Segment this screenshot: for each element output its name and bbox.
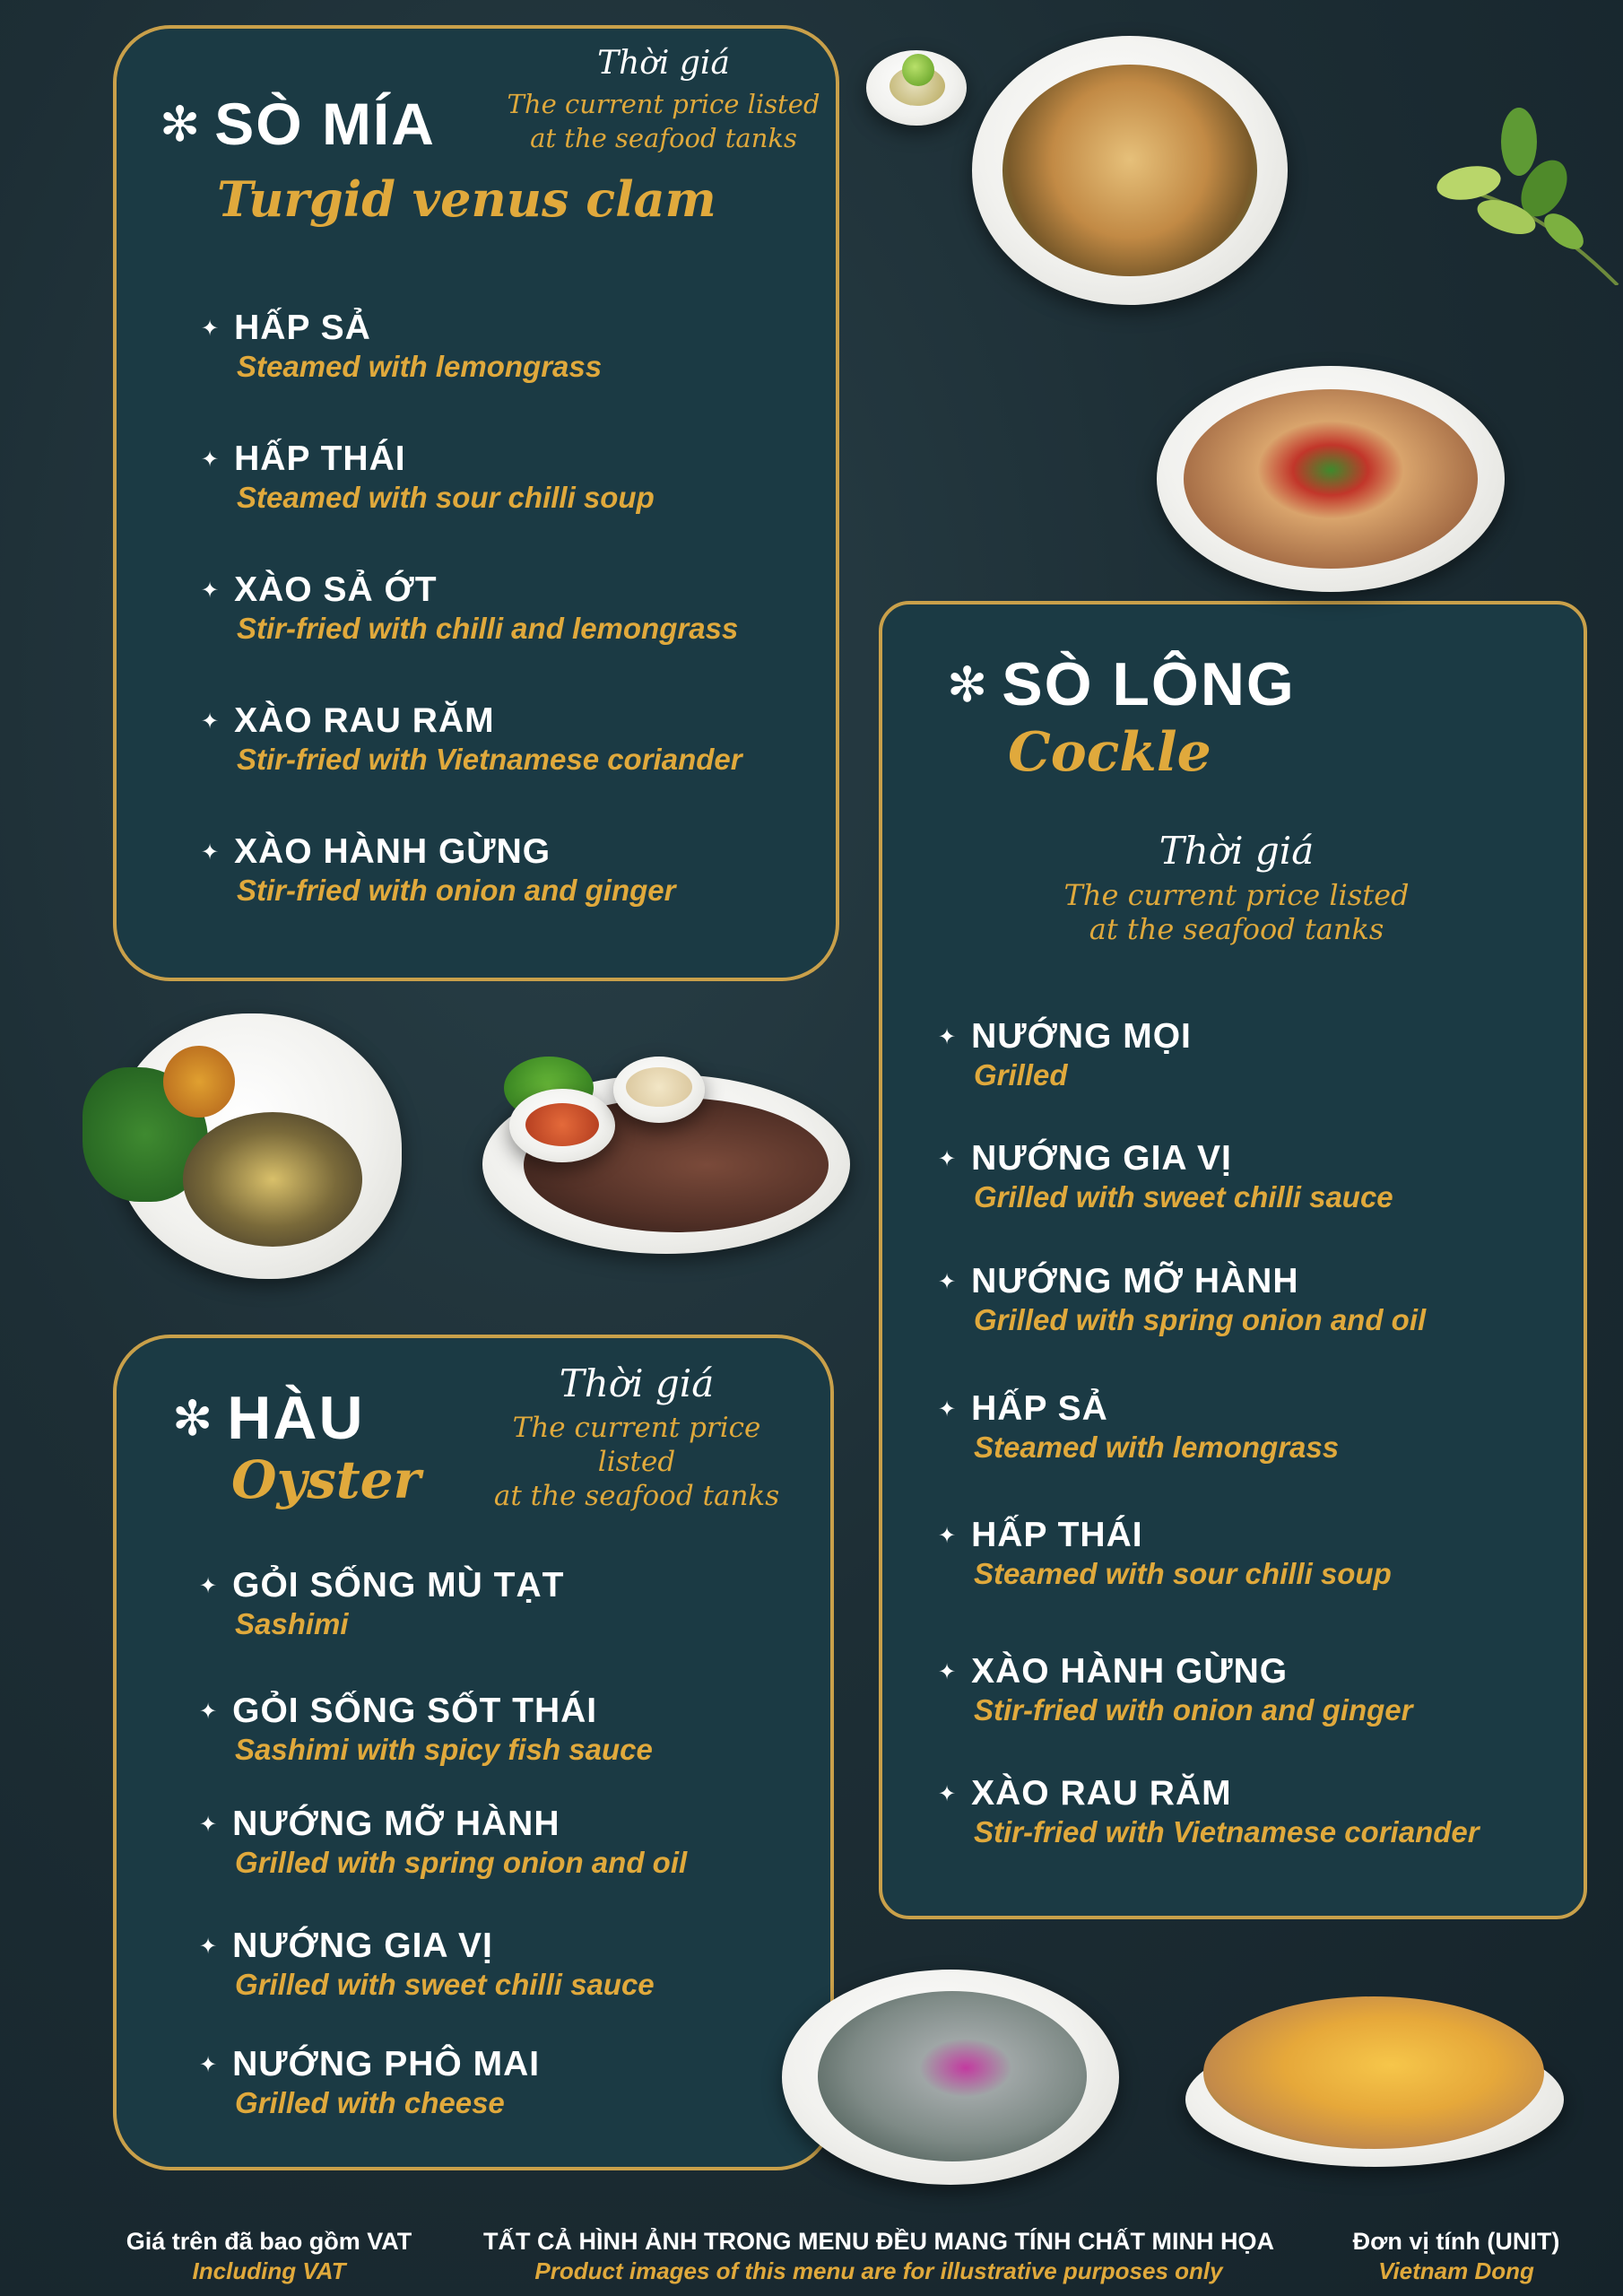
clam-platter-photo bbox=[1157, 366, 1505, 596]
item-translation: Steamed with lemongrass bbox=[237, 350, 603, 383]
sparkle-icon: ✦ bbox=[938, 1781, 958, 1806]
footer-images-vi: TẤT CẢ HÌNH ẢNH TRONG MENU ĐỀU MANG TÍNH CHẤT MINH HỌA bbox=[483, 2228, 1274, 2255]
sparkle-icon: ✦ bbox=[938, 1269, 958, 1294]
item-translation: Stir-fried with chilli and lemongrass bbox=[237, 612, 739, 645]
price-note bbox=[475, 1361, 798, 1513]
section-title-row bbox=[160, 90, 436, 158]
item-translation: Steamed with sour chilli soup bbox=[237, 481, 655, 514]
item-translation: Stir-fried with Vietnamese coriander bbox=[974, 1815, 1480, 1848]
asterisk-icon: ✻ bbox=[947, 656, 988, 713]
item-translation: Grilled with spring onion and oil bbox=[235, 1846, 688, 1879]
sparkle-icon: ✦ bbox=[938, 1396, 958, 1422]
section-so-long bbox=[879, 601, 1587, 1919]
sparkle-icon: ✦ bbox=[199, 1699, 219, 1724]
sparkle-icon: ✦ bbox=[201, 709, 221, 734]
item-name: NƯỚNG GIA VỊ bbox=[971, 1139, 1232, 1178]
sparkle-icon: ✦ bbox=[201, 578, 221, 603]
clam-dish-photo bbox=[972, 27, 1288, 310]
item-name: NƯỚNG MỌI bbox=[971, 1017, 1192, 1056]
section-title-row bbox=[947, 649, 1296, 719]
blood-cockle-photo bbox=[482, 1057, 850, 1256]
sparkle-icon: ✦ bbox=[938, 1024, 958, 1049]
section-subtitle: Turgid venus clam bbox=[217, 170, 716, 228]
menu-item bbox=[938, 1389, 1339, 1465]
menu-item bbox=[938, 1652, 1412, 1727]
item-translation: Stir-fried with Vietnamese coriander bbox=[237, 743, 742, 776]
menu-item bbox=[201, 309, 602, 384]
item-translation: Grilled with cheese bbox=[235, 2086, 505, 2119]
item-translation: Stir-fried with onion and ginger bbox=[237, 874, 676, 907]
footer-images-note bbox=[466, 2228, 1291, 2285]
menu-item bbox=[201, 701, 742, 777]
price-note-line: at the seafood tanks bbox=[493, 1480, 780, 1512]
footer-vat-en: Including VAT bbox=[192, 2257, 346, 2284]
item-translation: Grilled with sweet chilli sauce bbox=[974, 1180, 1393, 1213]
item-translation: Grilled with sweet chilli sauce bbox=[235, 1968, 655, 2001]
menu-item bbox=[938, 1262, 1426, 1337]
item-name: XÀO HÀNH GỪNG bbox=[234, 832, 551, 871]
menu-item bbox=[201, 439, 655, 515]
section-title: HÀU bbox=[227, 1384, 365, 1452]
item-translation: Grilled with spring onion and oil bbox=[974, 1303, 1427, 1336]
price-note-title: Thời giá bbox=[559, 1361, 715, 1405]
item-name: GỎI SỐNG MÙ TẠT bbox=[232, 1566, 565, 1605]
item-translation: Steamed with lemongrass bbox=[974, 1431, 1340, 1464]
footer-unit-en: Vietnam Dong bbox=[1378, 2257, 1534, 2284]
menu-item bbox=[199, 2045, 540, 2120]
sauce-dish-photo bbox=[866, 50, 967, 126]
footer-unit-vi: Đơn vị tính (UNIT) bbox=[1352, 2228, 1560, 2255]
sparkle-icon: ✦ bbox=[199, 1934, 219, 1959]
sparkle-icon: ✦ bbox=[201, 839, 221, 865]
oyster-sashimi-photo bbox=[782, 1970, 1119, 2185]
section-hau bbox=[113, 1335, 834, 2170]
menu-item bbox=[938, 1017, 1192, 1092]
sparkle-icon: ✦ bbox=[938, 1659, 958, 1684]
menu-item bbox=[201, 570, 738, 646]
section-subtitle: Oyster bbox=[231, 1449, 421, 1510]
item-name: NƯỚNG PHÔ MAI bbox=[232, 2045, 541, 2083]
price-note bbox=[1062, 829, 1411, 946]
price-note-title: Thời giá bbox=[1159, 829, 1315, 873]
footer-images-en: Product images of this menu are for illustrative purposes only bbox=[534, 2257, 1223, 2284]
leaf-branch-icon bbox=[1429, 106, 1623, 285]
menu-item bbox=[199, 1692, 653, 1767]
item-name: XÀO RAU RĂM bbox=[971, 1774, 1232, 1813]
footer-vat-vi: Giá trên đã bao gồm VAT bbox=[126, 2228, 412, 2255]
menu-item bbox=[201, 832, 675, 908]
sparkle-icon: ✦ bbox=[201, 316, 221, 341]
section-title-row bbox=[172, 1383, 365, 1453]
menu-item bbox=[938, 1139, 1393, 1214]
asterisk-icon: ✻ bbox=[160, 95, 201, 152]
item-name: NƯỚNG MỠ HÀNH bbox=[232, 1805, 560, 1843]
item-translation: Grilled bbox=[974, 1058, 1068, 1091]
section-so-mia bbox=[113, 25, 839, 981]
price-note-line: The current price listed bbox=[1063, 878, 1410, 912]
price-note-line: The current price listed bbox=[512, 1412, 761, 1478]
item-name: XÀO SẢ ỚT bbox=[234, 570, 438, 609]
menu-item bbox=[199, 1805, 687, 1880]
menu-item bbox=[199, 1566, 564, 1641]
section-subtitle: Cockle bbox=[1008, 721, 1211, 784]
footer-vat bbox=[108, 2228, 430, 2285]
item-translation: Steamed with sour chilli soup bbox=[974, 1557, 1392, 1590]
price-note-line: at the seafood tanks bbox=[530, 123, 797, 153]
item-name: NƯỚNG MỠ HÀNH bbox=[971, 1262, 1299, 1300]
cheese-oyster-photo bbox=[1185, 1996, 1564, 2169]
item-translation: Sashimi bbox=[235, 1607, 349, 1640]
item-name: XÀO RAU RĂM bbox=[234, 701, 495, 740]
item-name: NƯỚNG GIA VỊ bbox=[232, 1926, 493, 1965]
sparkle-icon: ✦ bbox=[201, 447, 221, 472]
item-translation: Sashimi with spicy fish sauce bbox=[235, 1733, 653, 1766]
item-name: HẤP SẢ bbox=[971, 1389, 1108, 1428]
item-name: GỎI SỐNG SỐT THÁI bbox=[232, 1692, 598, 1730]
menu-item bbox=[938, 1774, 1480, 1849]
section-title: SÒ LÔNG bbox=[1002, 650, 1296, 718]
menu-item bbox=[199, 1926, 655, 2002]
item-name: HẤP THÁI bbox=[971, 1516, 1143, 1554]
menu-item bbox=[938, 1516, 1392, 1591]
sparkle-icon: ✦ bbox=[938, 1523, 958, 1548]
item-name: HẤP THÁI bbox=[234, 439, 406, 478]
item-name: XÀO HÀNH GỪNG bbox=[971, 1652, 1289, 1691]
price-note-line: The current price listed bbox=[507, 89, 820, 119]
price-note-title: Thời giá bbox=[597, 45, 730, 82]
footer-unit bbox=[1322, 2228, 1591, 2285]
item-name: HẤP SẢ bbox=[234, 309, 371, 347]
price-note bbox=[502, 45, 825, 155]
sparkle-icon: ✦ bbox=[199, 2052, 219, 2077]
sparkle-icon: ✦ bbox=[938, 1146, 958, 1171]
section-title: SÒ MÍA bbox=[214, 91, 436, 157]
price-note-line: at the seafood tanks bbox=[1089, 912, 1384, 946]
asterisk-icon: ✻ bbox=[172, 1389, 213, 1447]
sparkle-icon: ✦ bbox=[199, 1812, 219, 1837]
sparkle-icon: ✦ bbox=[199, 1573, 219, 1598]
item-translation: Stir-fried with onion and ginger bbox=[974, 1693, 1413, 1726]
grilled-cockle-photo bbox=[82, 1013, 407, 1283]
